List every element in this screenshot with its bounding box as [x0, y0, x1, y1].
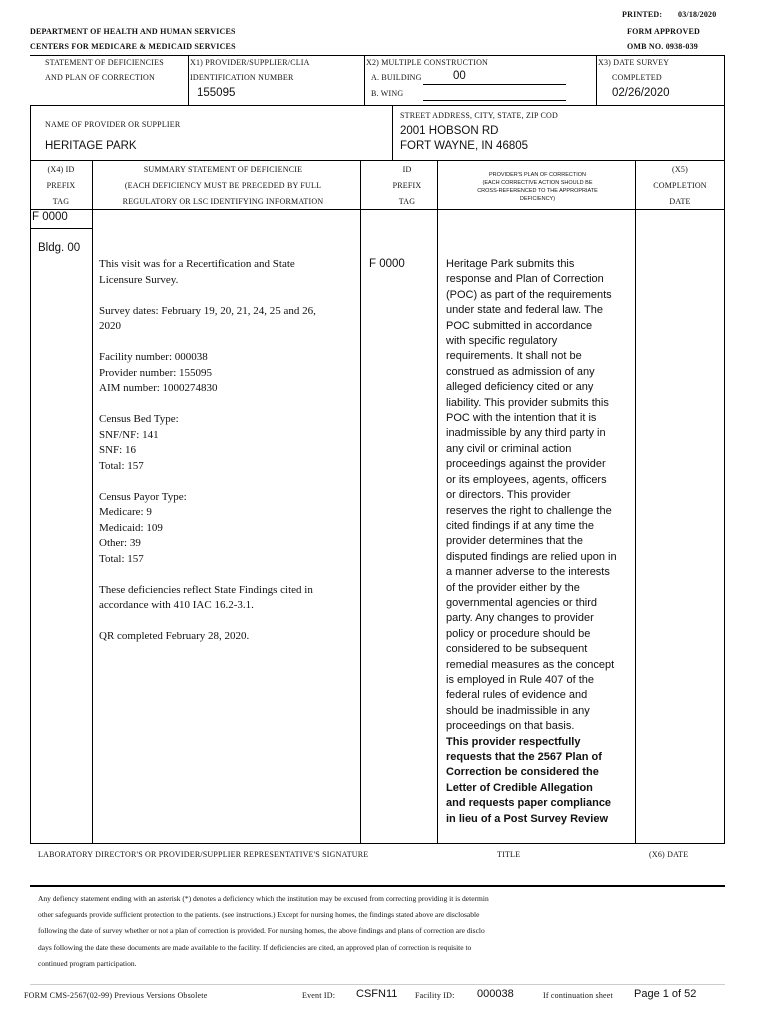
- signature-label: LABORATORY DIRECTOR'S OR PROVIDER/SUPPLIER REPRESENTATIVE'S SIGNATURE: [38, 850, 369, 859]
- title-label: TITLE: [497, 850, 521, 859]
- plan-line: response and Plan of Correction: [446, 273, 604, 286]
- summary-line: [99, 335, 316, 351]
- plan-line: cited findings if at any time the: [446, 519, 594, 532]
- summary-line: Survey dates: February 19, 20, 21, 24, 25 and 26,: [99, 304, 316, 317]
- row2-left-edge: [30, 105, 31, 160]
- body-divider-plan: [635, 160, 636, 843]
- id-header-1: ID: [402, 165, 412, 174]
- plan-line: reserves the right to challenge the: [446, 504, 612, 517]
- plan-line: policy or procedure should be: [446, 627, 591, 640]
- summary-line: Census Bed Type:: [99, 413, 179, 425]
- col-header-top-rule: [30, 160, 725, 161]
- building-underline: [423, 84, 566, 85]
- body-divider-x4: [92, 160, 93, 843]
- summary-line: [99, 614, 316, 630]
- form-number: FORM CMS-2567(02-99) Previous Versions Obsolete: [24, 991, 208, 1000]
- summary-line: 2020: [99, 320, 121, 332]
- plan-line: any civil or criminal action: [446, 442, 572, 455]
- plan-line: a manner adverse to the interests: [446, 566, 610, 579]
- address-line-1: 2001 HOBSON RD: [400, 125, 499, 137]
- plan-line: POC submitted in accordance: [446, 319, 593, 332]
- plan-line: governmental agencies or third: [446, 596, 598, 609]
- plan-line: requirements. It shall not be: [446, 350, 582, 363]
- summary-header-2: (EACH DEFICIENCY MUST BE PRECEDED BY FULL: [124, 181, 322, 190]
- footnote-line: Any defiency statement ending with an asterisk (*) denotes a deficiency which the institution may be excused from correcting providing it is determin: [38, 894, 489, 903]
- survey-completed-date: 02/26/2020: [612, 87, 670, 99]
- summary-line: [99, 567, 316, 583]
- col-header-bottom-rule: [30, 209, 725, 210]
- plan-line: liability. This provider submits this: [446, 396, 609, 409]
- signature-bottom-rule: [30, 885, 725, 887]
- summary-line: This visit was for a Recertification and State: [99, 258, 295, 270]
- footnote-line: following the date of survey whether or not a plan of correction is provided. For nursing homes, the above findings and plans of correction are disclo: [38, 926, 485, 936]
- summary-line: accordance with 410 IAC 16.2-3.1.: [99, 599, 254, 611]
- left-tag: F 0000: [32, 211, 68, 223]
- provider-id-value: 155095: [197, 87, 236, 99]
- plan-header-3: CROSS-REFERENCED TO THE APPROPRIATE: [477, 188, 598, 194]
- x1-label-2: IDENTIFICATION NUMBER: [190, 73, 294, 82]
- body-bottom-rule: [30, 843, 725, 844]
- statement-label-1: STATEMENT OF DEFICIENCIES: [45, 58, 164, 67]
- summary-header-1: SUMMARY STATEMENT OF DEFICIENCIE: [143, 165, 303, 174]
- summary-line: Total: 157: [99, 459, 144, 472]
- department-title: DEPARTMENT OF HEALTH AND HUMAN SERVICES: [30, 27, 236, 36]
- plan-bold-line: This provider respectfully: [446, 735, 581, 748]
- id-header-3: TAG: [398, 197, 416, 206]
- row1-right-edge: [724, 55, 725, 105]
- summary-line: SNF: 16: [99, 444, 136, 456]
- plan-line: provider determines that the: [446, 535, 583, 548]
- plan-line: federal rules of evidence and: [446, 689, 588, 702]
- summary-line: Other: 39: [99, 537, 141, 549]
- x4-header-3: TAG: [52, 197, 70, 206]
- x3-label-2: COMPLETED: [612, 73, 662, 82]
- plan-bold-line: requests that the 2567 Plan of: [446, 751, 602, 763]
- printed-label: PRINTED:: [622, 10, 663, 19]
- summary-header-3: REGULATORY OR LSC IDENTIFYING INFORMATION: [122, 197, 324, 206]
- continuation-label: If continuation sheet: [543, 991, 613, 1000]
- plan-line: alleged deficiency cited or any: [446, 381, 594, 394]
- id-header-2: PREFIX: [392, 181, 422, 190]
- body-right-edge: [724, 160, 725, 843]
- summary-statement: [99, 257, 316, 645]
- row1-divider-2: [364, 55, 365, 105]
- statement-label-2: AND PLAN OF CORRECTION: [45, 73, 155, 82]
- summary-line: SNF/NF: 141: [99, 428, 159, 441]
- row2-top-rule: [30, 105, 725, 106]
- summary-line: Provider number: 155095: [99, 366, 213, 379]
- body-divider-id: [437, 160, 438, 843]
- footer-rule: [30, 984, 725, 985]
- row1-divider-1: [188, 55, 189, 105]
- plan-line: of the provider either by the: [446, 581, 580, 594]
- x5-header-2: COMPLETION: [653, 181, 707, 190]
- printed-date: 03/18/2020: [678, 10, 717, 19]
- summary-line: [99, 474, 316, 490]
- address-line-2: FORT WAYNE, IN 46805: [400, 140, 529, 152]
- summary-line: These deficiencies reflect State Findings cited in: [99, 583, 313, 596]
- plan-bold-line: Correction be considered the: [446, 766, 599, 779]
- plan-line: considered to be subsequent: [446, 643, 588, 656]
- x2-label: X2) MULTIPLE CONSTRUCTION: [366, 58, 489, 67]
- plan-line: proceedings on that basis.: [446, 720, 575, 733]
- plan-header-2: (EACH CORRECTIVE ACTION SHOULD BE: [482, 180, 593, 186]
- summary-line: [99, 397, 316, 413]
- centers-title: CENTERS FOR MEDICARE & MEDICAID SERVICES: [30, 42, 236, 51]
- plan-line: construed as admission of any: [446, 365, 595, 378]
- building-value: 00: [453, 70, 466, 82]
- footnote-line: other safeguards provide sufficient protection to the patients. (see instructions.) Except for nursing homes, the findings stated above are disclosable: [38, 910, 480, 920]
- x4-header-1: (X4) ID: [47, 165, 75, 174]
- plan-line: or its employees, agents, officers: [446, 473, 607, 486]
- plan-line: inadmissible by any third party in: [446, 427, 606, 440]
- plan-line: should be inadmissible in any: [446, 704, 590, 717]
- event-id-value: CSFN11: [356, 988, 398, 1000]
- summary-line: Total: 157: [99, 552, 144, 565]
- plan-line: party. Any changes to provider: [446, 612, 594, 625]
- row2-divider: [392, 105, 393, 160]
- event-id-label: Event ID:: [302, 991, 336, 1000]
- plan-line: with specific regulatory: [446, 335, 558, 348]
- plan-line: remedial measures as the concept: [446, 658, 615, 671]
- x1-label: X1) PROVIDER/SUPPLIER/CLIA: [190, 58, 310, 67]
- x3-label: X3) DATE SURVEY: [598, 58, 670, 67]
- right-tag: F 0000: [369, 258, 405, 270]
- plan-header-4: DEFICIENCY): [519, 196, 556, 202]
- building-label: A. BUILDING: [371, 73, 422, 82]
- summary-line: Medicaid: 109: [99, 521, 163, 534]
- row2-right-edge: [724, 105, 725, 160]
- plan-line: POC with the intention that it is: [446, 412, 597, 425]
- summary-line: QR completed February 28, 2020.: [99, 630, 250, 642]
- plan-line: Heritage Park submits this: [446, 258, 575, 270]
- plan-bold-line: in lieu of a Post Survey Review: [446, 812, 608, 825]
- footnote-line: continued program participation.: [38, 958, 137, 968]
- summary-line: AIM number: 1000274830: [99, 382, 218, 394]
- address-label: STREET ADDRESS, CITY, STATE, ZIP COD: [400, 111, 558, 120]
- plan-bold-line: and requests paper compliance: [446, 797, 612, 810]
- row1-top-rule: [30, 55, 725, 56]
- summary-line: Facility number: 000038: [99, 351, 208, 363]
- footnote-line: days following the date these documents are made available to the facility. If deficiencies are cited, an approved plan of correction is requisite to: [38, 942, 472, 952]
- x5-header-3: DATE: [669, 197, 691, 206]
- summary-line: Licensure Survey.: [99, 273, 179, 286]
- body-divider-summary: [360, 160, 361, 843]
- summary-line: [99, 288, 316, 304]
- plan-line: is employed in Rule 407 of the: [446, 673, 594, 686]
- wing-label: B. WING: [371, 89, 404, 98]
- footnote: [38, 891, 489, 972]
- plan-line: under state and federal law. The: [446, 304, 603, 317]
- body-left-edge: [30, 160, 31, 843]
- facility-id-value: 000038: [477, 988, 514, 1000]
- signature-date-label: (X6) DATE: [649, 850, 689, 859]
- row1-divider-3: [596, 55, 597, 105]
- x5-header-1: (X5): [672, 165, 688, 174]
- plan-header-1: PROVIDER'S PLAN OF CORRECTION: [488, 172, 586, 178]
- page-number: Page 1 of 52: [634, 988, 697, 1000]
- provider-name-label: NAME OF PROVIDER OR SUPPLIER: [45, 120, 181, 129]
- building-number: Bldg. 00: [38, 242, 81, 254]
- plan-line: proceedings against the provider: [446, 458, 606, 471]
- x4-header-2: PREFIX: [46, 181, 76, 190]
- plan-of-correction: [446, 257, 617, 827]
- form-approved: FORM APPROVED: [627, 27, 701, 36]
- plan-line: or directors. This provider: [446, 489, 571, 502]
- plan-line: disputed findings are relied upon in: [446, 550, 617, 563]
- wing-underline: [423, 100, 566, 101]
- facility-id-label: Facility ID:: [415, 991, 455, 1000]
- left-tag-rule: [30, 228, 92, 229]
- summary-line: Census Payor Type:: [99, 490, 187, 503]
- omb-number: OMB NO. 0938-039: [627, 42, 698, 51]
- provider-name-value: HERITAGE PARK: [45, 140, 137, 152]
- plan-bold-line: Letter of Credible Allegation: [446, 781, 593, 794]
- plan-line: (POC) as part of the requirements: [446, 288, 612, 301]
- summary-line: Medicare: 9: [99, 506, 152, 518]
